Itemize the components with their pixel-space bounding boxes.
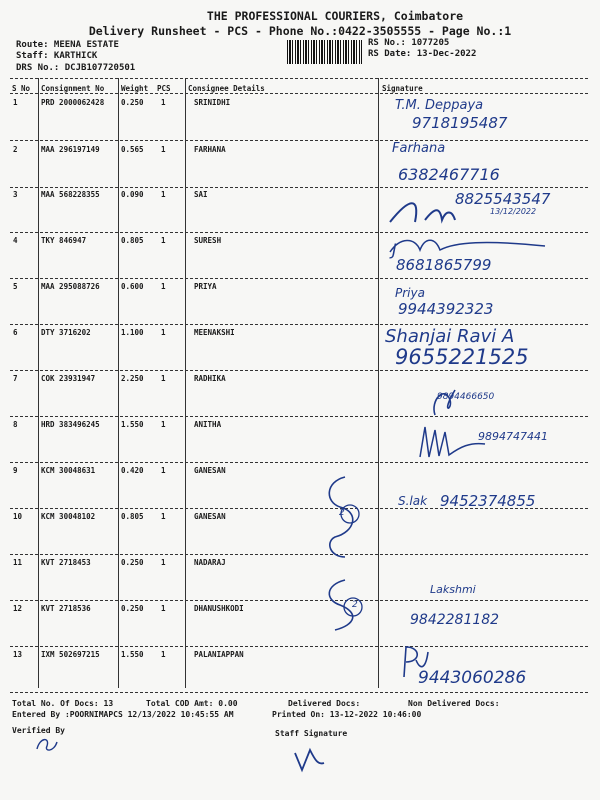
row-divider xyxy=(10,324,588,325)
row-consignment-no: PRD 2000062428 xyxy=(41,98,105,107)
circled-annotation: 2 xyxy=(339,508,345,518)
handwritten-phone: 9655221525 xyxy=(395,345,529,369)
handwritten-name: 13/12/2022 xyxy=(490,207,537,216)
row-pcs: 1 xyxy=(161,145,166,154)
company-title: THE PROFESSIONAL COURIERS, Coimbatore xyxy=(206,9,464,23)
row-consignment-no: KCM 30048631 xyxy=(41,466,96,475)
handwritten-name: J xyxy=(392,240,397,259)
row-sno: 6 xyxy=(13,328,18,337)
non-delivered-docs: Non Delivered Docs: xyxy=(408,699,500,708)
row-sno: 2 xyxy=(13,145,18,154)
handwritten-name: S.lak xyxy=(398,494,428,508)
row-consignment-no: HRD 383496245 xyxy=(41,420,100,429)
handwritten-name: Lakshmi xyxy=(430,583,476,596)
row-consignment-no: COK 23931947 xyxy=(41,374,96,383)
row-consignee: GANESAN xyxy=(194,466,226,475)
handwritten-phone: 9894466650 xyxy=(437,392,495,402)
row-weight: 0.250 xyxy=(121,604,144,613)
signature-scribble xyxy=(320,472,370,562)
row-divider xyxy=(10,600,588,601)
row-consignment-no: IXM 502697215 xyxy=(41,650,100,659)
row-divider xyxy=(10,692,588,693)
row-consignee: PALANIAPPAN xyxy=(194,650,244,659)
row-sno: 5 xyxy=(13,282,18,291)
table-top-rule xyxy=(10,78,588,79)
row-consignment-no: TKY 846947 xyxy=(41,236,87,245)
row-consignee: RADHIKA xyxy=(194,374,226,383)
col-header-pcs: PCS xyxy=(157,84,171,93)
handwritten-phone: 9718195487 xyxy=(412,114,508,132)
col-divider xyxy=(378,78,379,688)
staff-signature-label: Staff Signature xyxy=(275,729,348,738)
signature-scribble xyxy=(380,192,580,232)
row-weight: 1.550 xyxy=(121,650,144,659)
col-header-consignment: Consignment No xyxy=(41,84,105,93)
drs-label: DRS No.: DCJB107720501 xyxy=(16,63,136,73)
row-divider xyxy=(10,462,588,463)
row-weight: 0.250 xyxy=(121,98,144,107)
handwritten-phone: 9944392323 xyxy=(398,300,494,318)
row-consignee: DHANUSHKODI xyxy=(194,604,244,613)
row-divider xyxy=(10,646,588,647)
barcode xyxy=(287,40,362,64)
col-header-sno: S No xyxy=(12,84,31,93)
route-label: Route: MEENA ESTATE xyxy=(16,40,119,50)
row-divider xyxy=(10,140,588,141)
signature-scribble xyxy=(396,642,436,682)
row-sno: 7 xyxy=(13,374,18,383)
header-rule xyxy=(10,93,588,94)
row-sno: 12 xyxy=(13,604,23,613)
rs-number: RS No.: 1077205 xyxy=(368,38,450,48)
row-sno: 8 xyxy=(13,420,18,429)
row-pcs: 1 xyxy=(161,98,166,107)
staff-label: Staff: KARTHICK xyxy=(16,51,98,61)
row-sno: 11 xyxy=(13,558,23,567)
row-consignment-no: DTY 3716202 xyxy=(41,328,91,337)
row-pcs: 1 xyxy=(161,236,166,245)
runsheet-subtitle: Delivery Runsheet - PCS - Phone No.:0422-3505555 - Page No.:1 xyxy=(88,24,512,38)
handwritten-phone: 9842281182 xyxy=(410,612,500,628)
row-sno: 13 xyxy=(13,650,23,659)
row-consignment-no: MAA 295088726 xyxy=(41,282,100,291)
entered-by: Entered By :POORNIMAPCS 12/13/2022 10:45:55 AM xyxy=(12,710,234,719)
handwritten-phone: 8681865799 xyxy=(396,256,492,274)
row-consignee: NADARAJ xyxy=(194,558,226,567)
row-consignment-no: KVT 2718453 xyxy=(41,558,91,567)
handwritten-phone: 9443060286 xyxy=(418,668,527,688)
row-sno: 9 xyxy=(13,466,18,475)
total-cod: Total COD Amt: 0.00 xyxy=(146,699,238,708)
row-sno: 10 xyxy=(13,512,23,521)
signature-scribble xyxy=(385,232,565,262)
signature-scribble xyxy=(415,422,495,462)
signature-scribble xyxy=(425,380,485,420)
row-pcs: 1 xyxy=(161,190,166,199)
row-weight: 1.550 xyxy=(121,420,144,429)
row-divider xyxy=(10,416,588,417)
row-weight: 0.805 xyxy=(121,512,144,521)
row-consignee: SRINIDHI xyxy=(194,98,231,107)
row-weight: 2.250 xyxy=(121,374,144,383)
rs-date: RS Date: 13-Dec-2022 xyxy=(368,49,477,59)
col-divider xyxy=(118,78,119,688)
row-pcs: 1 xyxy=(161,512,166,521)
row-weight: 0.250 xyxy=(121,558,144,567)
row-consignee: SAI xyxy=(194,190,208,199)
row-pcs: 1 xyxy=(161,374,166,383)
row-divider xyxy=(10,370,588,371)
signature-scribble xyxy=(320,575,370,645)
handwritten-phone: 6382467716 xyxy=(398,165,500,184)
row-weight: 0.805 xyxy=(121,236,144,245)
row-divider xyxy=(10,278,588,279)
row-pcs: 1 xyxy=(161,558,166,567)
row-weight: 0.565 xyxy=(121,145,144,154)
row-consignee: ANITHA xyxy=(194,420,222,429)
row-consignment-no: MAA 568228355 xyxy=(41,190,100,199)
row-pcs: 1 xyxy=(161,466,166,475)
handwritten-phone: 9452374855 xyxy=(440,492,536,510)
handwritten-name: Farhana xyxy=(392,141,446,156)
total-docs: Total No. Of Docs: 13 xyxy=(12,699,114,708)
row-sno: 3 xyxy=(13,190,18,199)
handwritten-name: Shanjai Ravi A xyxy=(385,326,515,347)
row-consignment-no: MAA 296197149 xyxy=(41,145,100,154)
handwritten-name: Priya xyxy=(395,286,425,300)
row-consignee: SURESH xyxy=(194,236,222,245)
col-header-consignee: Consignee Details xyxy=(188,84,265,93)
row-pcs: 1 xyxy=(161,328,166,337)
row-consignee: GANESAN xyxy=(194,512,226,521)
row-pcs: 1 xyxy=(161,282,166,291)
row-pcs: 1 xyxy=(161,650,166,659)
row-consignment-no: KVT 2718536 xyxy=(41,604,91,613)
col-header-signature: Signature xyxy=(382,84,423,93)
row-consignment-no: KCM 30048102 xyxy=(41,512,96,521)
circled-annotation: 2 xyxy=(352,600,358,610)
row-weight: 0.090 xyxy=(121,190,144,199)
handwritten-phone: 9894747441 xyxy=(478,430,548,443)
verifier-signature xyxy=(32,734,62,754)
row-consignee: FARHANA xyxy=(194,145,226,154)
col-divider xyxy=(185,78,186,688)
row-sno: 4 xyxy=(13,236,18,245)
col-divider xyxy=(38,78,39,688)
printed-on: Printed On: 13-12-2022 10:46:00 xyxy=(272,710,422,719)
row-pcs: 1 xyxy=(161,420,166,429)
row-consignee: MEENAKSHI xyxy=(194,328,235,337)
staff-signature-mark xyxy=(290,745,330,775)
row-divider xyxy=(10,554,588,555)
row-weight: 0.420 xyxy=(121,466,144,475)
verified-by: Verified By xyxy=(12,726,65,735)
row-consignee: PRIYA xyxy=(194,282,217,291)
col-header-weight: Weight xyxy=(121,84,149,93)
row-pcs: 1 xyxy=(161,604,166,613)
handwritten-name: T.M. Deppaya xyxy=(395,98,484,113)
row-sno: 1 xyxy=(13,98,18,107)
handwritten-phone: 8825543547 xyxy=(455,190,551,208)
delivered-docs: Delivered Docs: xyxy=(288,699,361,708)
row-weight: 0.600 xyxy=(121,282,144,291)
row-divider xyxy=(10,187,588,188)
row-weight: 1.100 xyxy=(121,328,144,337)
